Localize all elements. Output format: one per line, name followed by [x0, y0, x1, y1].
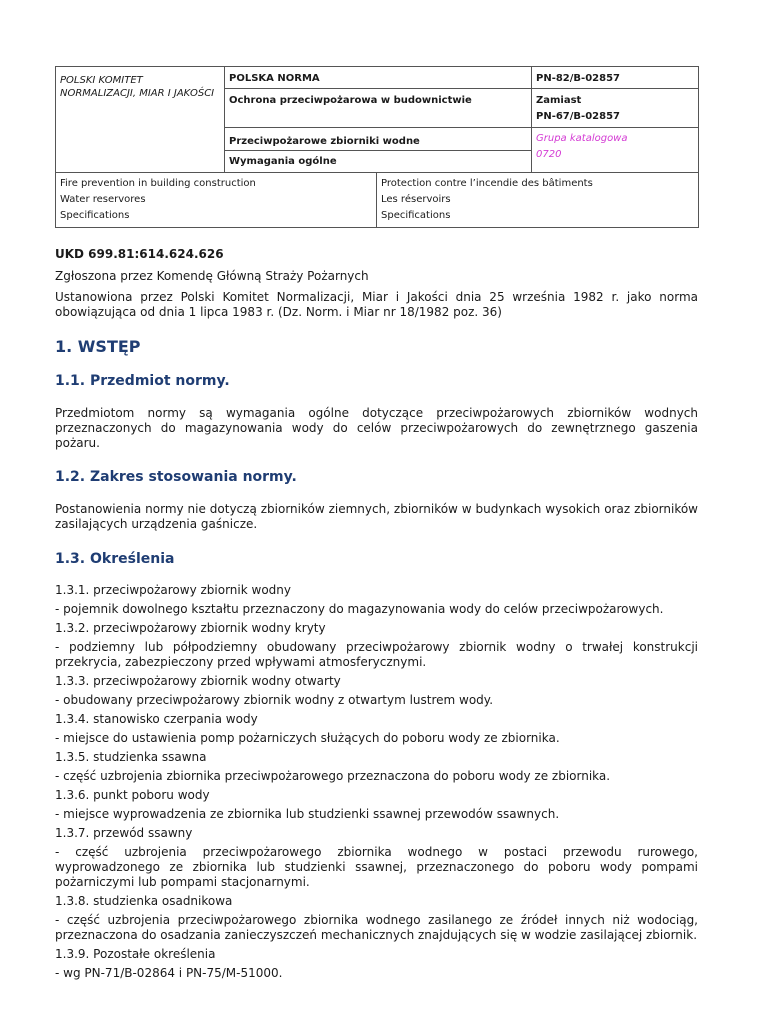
definition-term: 1.3.6. punkt poboru wody	[55, 788, 210, 802]
ukd-code: UKD 699.81:614.624.626	[55, 247, 224, 261]
standard-type: POLSKA NORMA	[225, 67, 532, 89]
replaces-number: PN-67/B-02857	[536, 111, 620, 122]
standard-subtitle: Wymagania ogólne	[225, 151, 532, 173]
definition-text: - miejsce wyprowadzenia ze zbiornika lub studzienki ssawnej przewodów ssawnych.	[55, 807, 560, 821]
english-title-line: Fire prevention in building construction	[60, 178, 256, 189]
definition-text: - część uzbrojenia zbiornika przeciwpożarowego przeznaczona do poboru wody ze zbiornika.	[55, 769, 611, 783]
definition-term: 1.3.3. przeciwpożarowy zbiornik wodny otwarty	[55, 674, 341, 688]
definition-text: - pojemnik dowolnego kształtu przeznaczony do magazynowania wody do celów przeciwpożarowych.	[55, 602, 664, 616]
definition-term: 1.3.7. przewód ssawny	[55, 826, 193, 840]
definition-text: - obudowany przeciwpożarowy zbiornik wodny z otwartym lustrem wody.	[55, 693, 494, 707]
section-1-1-text: Przedmiotom normy są wymagania ogólne dotyczące przeciwpożarowych zbiorników wodnych przeznaczonych do magazynowania wody do celów przeciwpożarowych do zewnętrznego gaszenia pożaru.	[55, 406, 698, 450]
section-1-1-heading: 1.1. Przedmiot normy.	[55, 373, 230, 389]
definition-term: 1.3.4. stanowisko czerpania wody	[55, 712, 258, 726]
standard-number: PN-82/B-02857	[532, 67, 699, 89]
english-title-line: Specifications	[60, 210, 130, 221]
definition-text: - część uzbrojenia przeciwpożarowego zbiornika wodnego zasilanego ze źródeł innych niż wodociąg, przeznaczona do osadzania zanieczyszczeń mechanicznych znajdujących się w wodzie zasilającej zbiornik.	[55, 913, 698, 942]
document-page	[55, 66, 698, 985]
english-title-line: Water reservores	[60, 194, 146, 205]
definition-term: 1.3.1. przeciwpożarowy zbiornik wodny	[55, 583, 291, 597]
standard-title: Przeciwpożarowe zbiorniki wodne	[225, 128, 532, 151]
definition-text: - miejsce do ustawienia pomp pożarniczych służących do poboru wody ze zbiornika.	[55, 731, 560, 745]
catalog-group-number: 0720	[536, 149, 562, 160]
catalog-group-cell	[532, 128, 699, 173]
established-note: Ustanowiona przez Polski Komitet Normalizacji, Miar i Jakości dnia 25 września 1982 r. jako norma obowiązująca od dnia 1 lipca 1983 r. (Dz. Norm. i Miar nr 18/1982 poz. 36)	[55, 290, 698, 319]
section-1-2-heading: 1.2. Zakres stosowania normy.	[55, 469, 297, 485]
definition-term: 1.3.5. studzienka ssawna	[55, 750, 207, 764]
submitted-by: Zgłoszona przez Komendę Główną Straży Pożarnych	[55, 269, 369, 283]
french-title-line: Specifications	[381, 210, 451, 221]
section-1-3-heading: 1.3. Określenia	[55, 551, 175, 567]
replaces-label: Zamiast	[536, 95, 582, 106]
french-title-line: Les réservoirs	[381, 194, 451, 205]
definition-text: - podziemny lub półpodziemny obudowany przeciwpożarowy zbiornik wodny o trwałej konstrukcji przekrycia, zabezpieczony przed wpływami atmosferycznymi.	[55, 640, 698, 669]
committee-name: POLSKI KOMITET NORMALIZACJI, MIAR I JAKOŚCI	[56, 67, 225, 173]
section-1-2-text: Postanowienia normy nie dotyczą zbiorników ziemnych, zbiorników w budynkach wysokich oraz zbiorników zasilających urządzenia gaśnicze.	[55, 502, 698, 531]
english-titles	[56, 173, 377, 228]
definition-text: - wg PN-71/B-02864 i PN-75/M-51000.	[55, 966, 283, 980]
definition-term: 1.3.9. Pozostałe określenia	[55, 947, 216, 961]
definition-term: 1.3.2. przeciwpożarowy zbiornik wodny kryty	[55, 621, 326, 635]
french-titles	[377, 173, 699, 228]
replaces-cell	[532, 89, 699, 128]
catalog-group-label: Grupa katalogowa	[536, 133, 628, 144]
standard-subject: Ochrona przeciwpożarowa w budownictwie	[225, 89, 532, 128]
section-1-heading: 1. WSTĘP	[55, 337, 141, 356]
definition-term: 1.3.8. studzienka osadnikowa	[55, 894, 233, 908]
standard-header-table	[55, 66, 699, 173]
translations-table	[55, 172, 699, 228]
french-title-line: Protection contre l’incendie des bâtiments	[381, 178, 593, 189]
definitions-list	[55, 583, 698, 981]
definition-text: - część uzbrojenia przeciwpożarowego zbiornika wodnego w postaci przewodu rurowego, wyprowadzonego ze zbiornika lub studzienki ssawnej, przeznaczonego do poboru wody pompami pożarniczymi lub pompami stacjonarnymi.	[55, 845, 698, 889]
